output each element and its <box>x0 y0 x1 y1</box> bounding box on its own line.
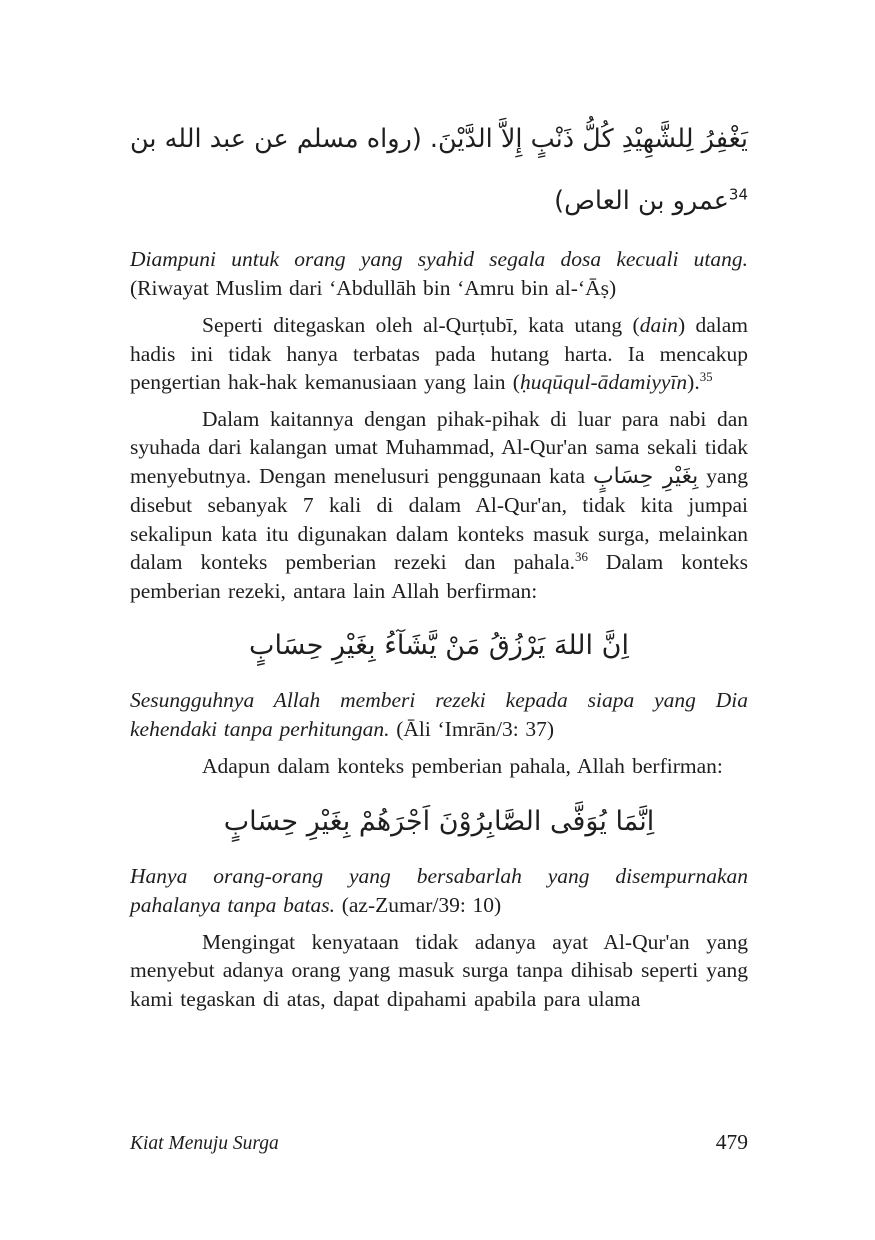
text-segment: Dalam konteks pemberian rezeki, antara lain Allah berfirman: <box>130 550 749 603</box>
text-segment: Mengingat kenyataan tidak adanya ayat Al-Qur'an yang menyebut adanya orang yang masuk surga tanpa dihisab seperti yang kami tegaskan di atas, dapat dipahami apabila para ulama <box>130 929 748 1011</box>
text-segment: (Āli ‘Imrān/3: 37) <box>389 717 555 741</box>
paragraph-qurtubi <box>130 311 748 397</box>
text-segment: ) dalam hadis ini tidak hanya terbatas pada hutang harta. Ia mencakup pengertian hak-hak kemanusiaan yang lain ( <box>130 313 748 394</box>
page-content <box>130 108 748 1013</box>
quote-pahala-translation <box>130 862 748 920</box>
paragraph-alquran-context <box>130 405 748 606</box>
text-segment: يَغْفِرُ لِلشَّهِيْدِ كُلُّ ذَنْبٍ إِلاَّ الدَّيْنَ. (رواه مسلم عن عبد الله بن عمرو بن العاص) <box>130 124 748 216</box>
footnote-marker: 35 <box>699 369 713 384</box>
text-segment: Sesungguhnya Allah memberi rezeki kepada siapa yang Dia kehendaki tanpa perhitungan. <box>130 688 748 741</box>
hadith-translation <box>130 245 748 303</box>
text-segment: Dalam kaitannya dengan pihak-pihak di luar para nabi dan syuhada dari kalangan umat Muhammad, Al-Qur'an sama sekali tidak menyebutnya. Dengan menelusuri penggunaan kata <box>130 406 748 488</box>
text-segment: Hanya orang-orang yang bersabarlah yang disempurnakan pahalanya tanpa batas. <box>130 863 748 917</box>
text-segment: yang disebut sebanyak 7 kali di dalam Al-Qur'an, tidak kita jumpai sekalipun kata itu digunakan dalam konteks masuk surga, melainkan dalam konteks pemberian rezeki dan pahala. <box>130 463 749 574</box>
paragraph-adapun <box>130 752 748 781</box>
hadith-arabic <box>130 108 748 232</box>
text-segment: ḥuqūqul-ādamiyyīn <box>519 370 688 394</box>
quote-rezeki-translation <box>130 686 748 744</box>
text-segment: بِغَيْرِ حِسَابٍ <box>592 463 699 489</box>
footnote-marker: 36 <box>575 549 588 564</box>
book-title: Kiat Menuju Surga <box>130 1133 279 1154</box>
page-number: 479 <box>715 1130 748 1154</box>
text-segment: (Riwayat Muslim dari ‘Abdullāh bin ‘Amru bin al-‘Āṣ) <box>130 276 617 300</box>
text-segment: (az-Zumar/39: 10) <box>335 892 502 917</box>
text-segment: Adapun dalam konteks pemberian pahala, Allah berfirman: <box>202 754 723 778</box>
text-segment: Diampuni untuk orang yang syahid segala dosa kecuali utang. <box>130 247 748 271</box>
quran-quote-pahala: اِنَّمَا يُوَفَّى الصَّابِرُوْنَ اَجْرَهُمْ بِغَيْرِ حِسَابٍ <box>223 805 655 837</box>
text-segment: Seperti ditegaskan oleh al-Qurṭubī, kata utang ( <box>202 313 640 337</box>
text-segment: ). <box>687 370 700 394</box>
paragraph-mengingat <box>130 928 748 1014</box>
page-footer <box>130 1130 748 1155</box>
footnote-marker: 34 <box>728 185 748 204</box>
quran-quote-rezeki: اِنَّ اللهَ يَرْزُقُ مَنْ يَّشَآءُ بِغَيْرِ حِسَابٍ <box>249 630 629 661</box>
text-segment: dain <box>639 313 678 337</box>
